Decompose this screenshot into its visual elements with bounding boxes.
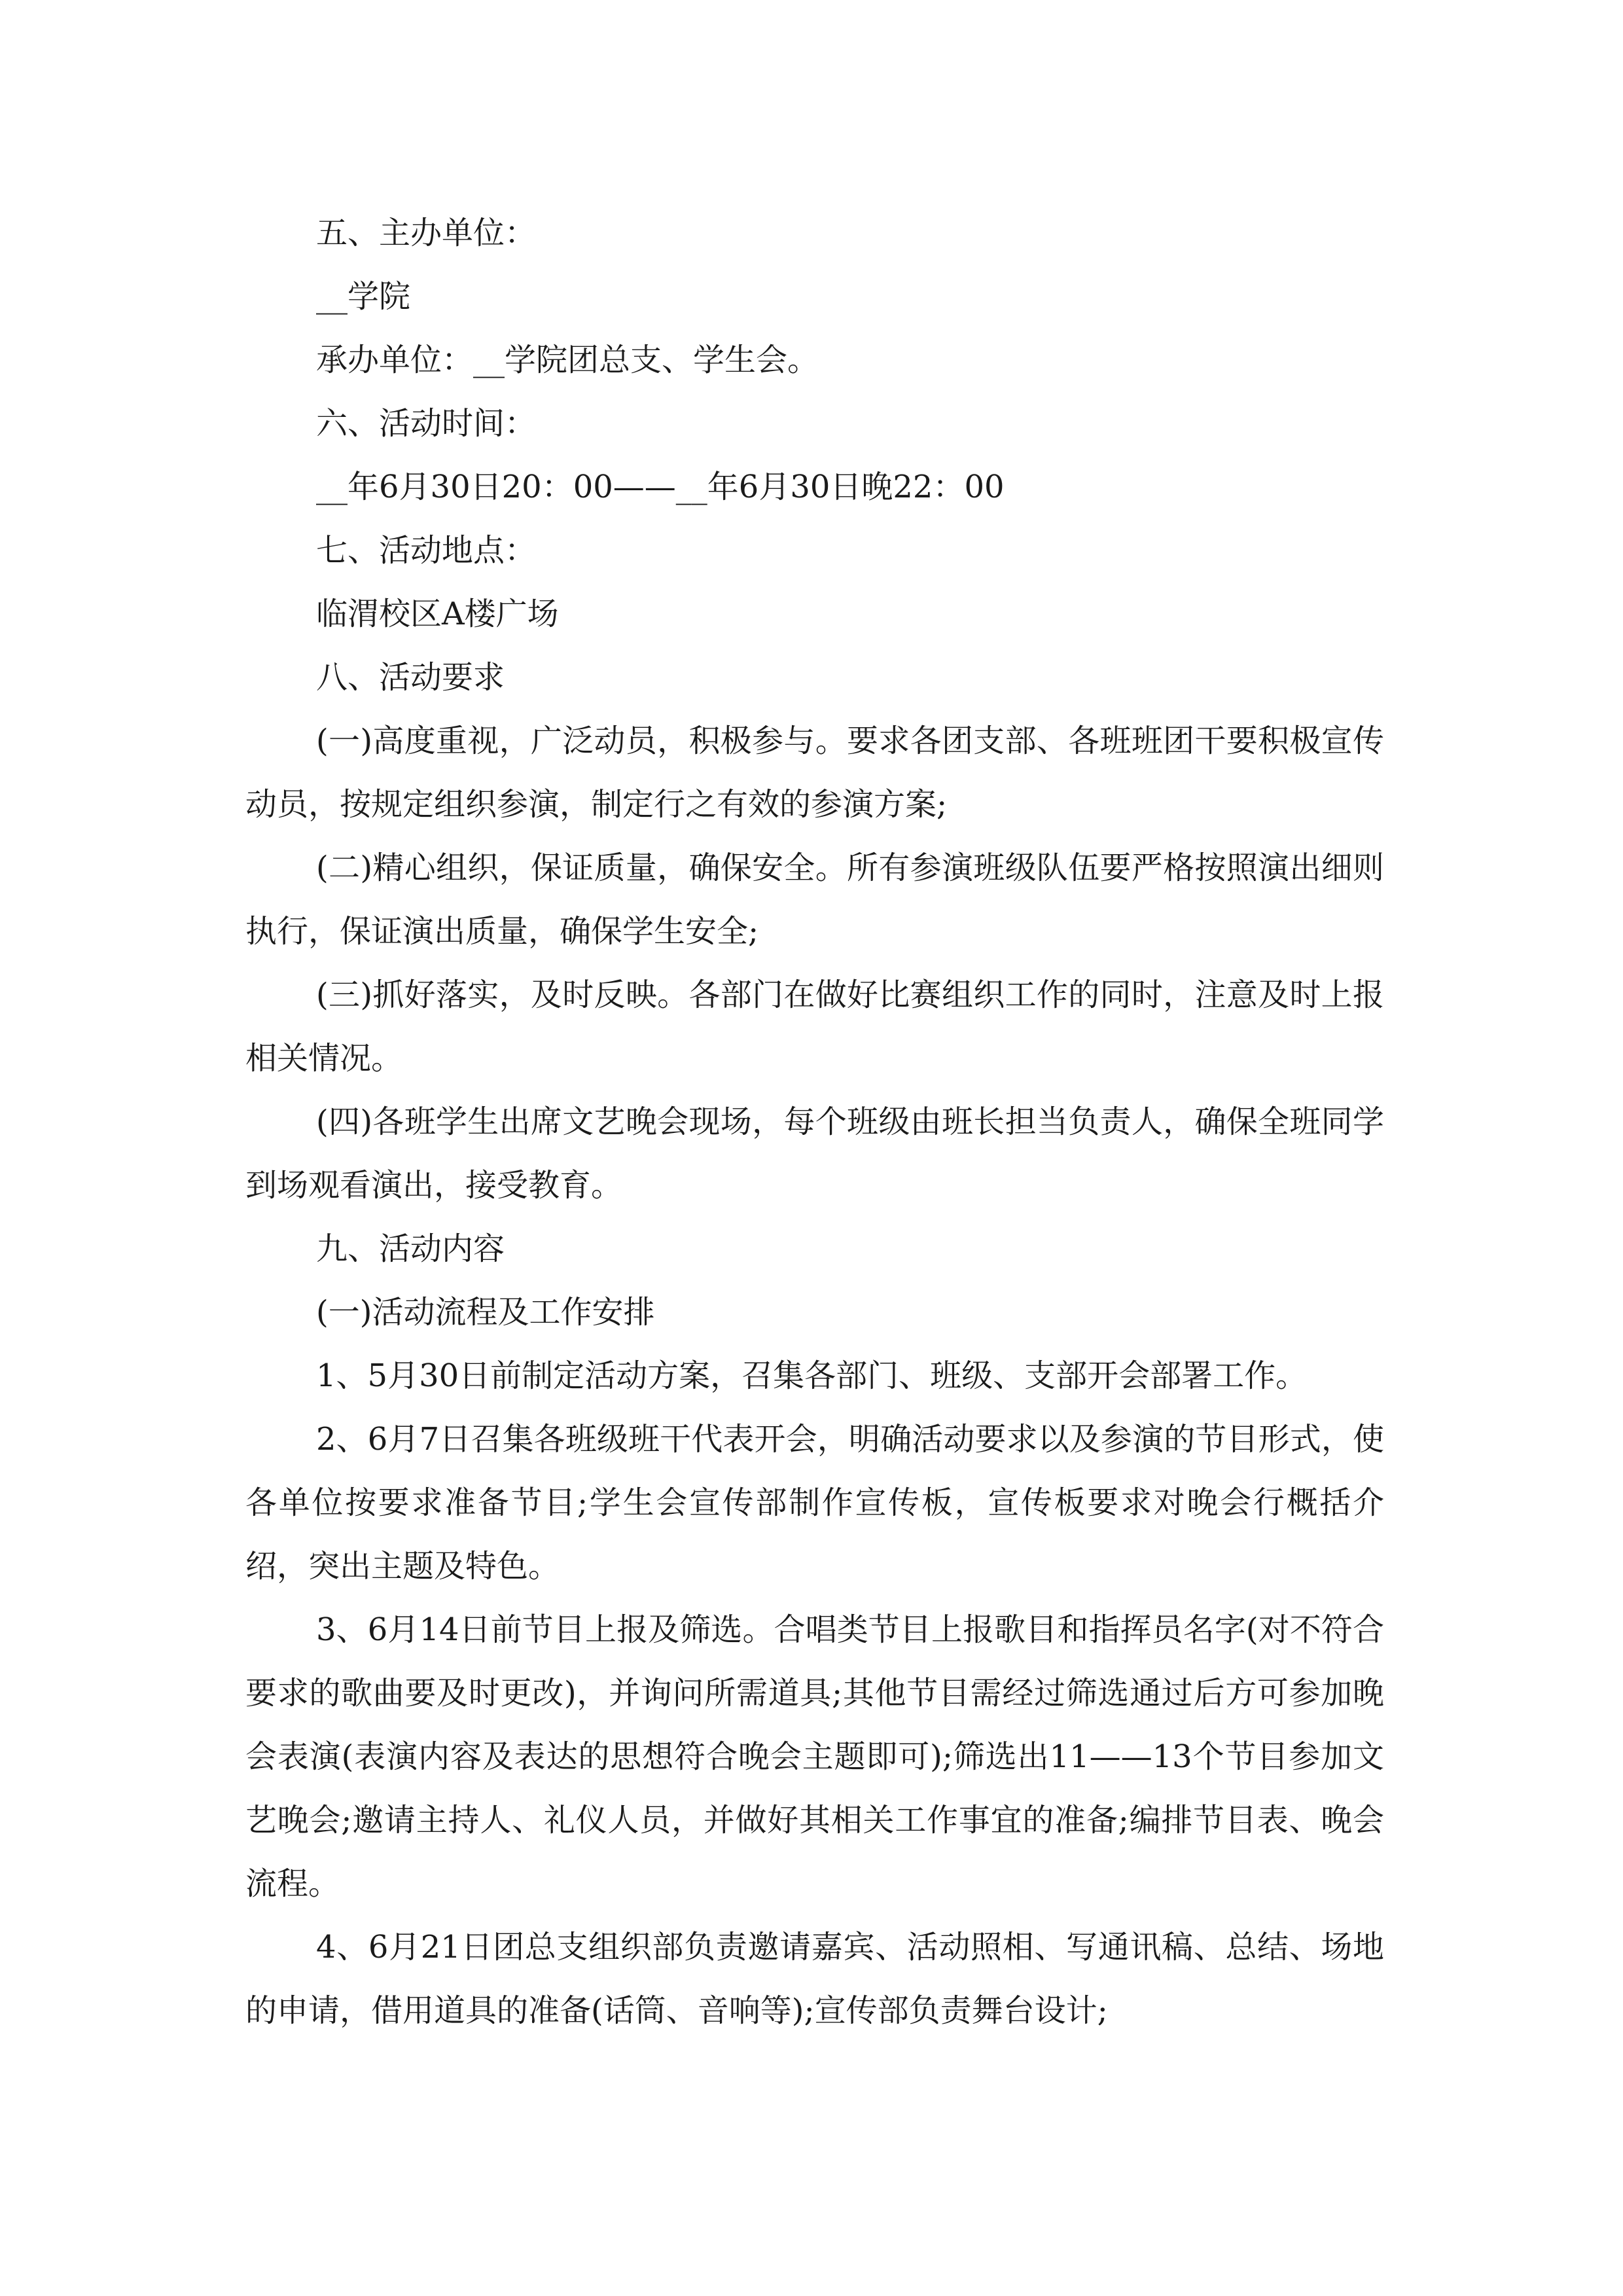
section-heading-location: 七、活动地点：	[316, 532, 537, 569]
requirement-paragraph: (四)各班学生出席文艺晚会现场，每个班级由班长担当负责人，确保全班同学到场观看演出，接受教育。	[245, 1103, 1384, 1204]
section-heading-time: 六、活动时间：	[316, 405, 537, 442]
document-body	[245, 202, 1384, 2043]
section-heading-content: 九、活动内容	[316, 1230, 505, 1267]
workflow-paragraph: 2、6月7日召集各班级班干代表开会，明确活动要求以及参演的节目形式，使各单位按要求准备节目;学生会宣传部制作宣传板，宣传板要求对晚会行概括介绍，突出主题及特色。	[245, 1421, 1384, 1585]
workflow-paragraph: 3、6月14日前节目上报及筛选。合唱类节目上报歌目和指挥员名字(对不符合要求的歌曲要及时更改)，并询问所需道具;其他节目需经过筛选通过后方可参加晚会表演(表演内容及表达的思想符合晚会主题即可);筛选出11——13个节目参加文艺晚会;邀请主持人、礼仪人员，并做好其相关工作事宜的准备;编排节目表、晚会流程。	[245, 1611, 1384, 1902]
section-heading-organizer: 五、主办单位：	[316, 215, 537, 251]
requirement-paragraph: (二)精心组织，保证质量，确保安全。所有参演班级队伍要严格按照演出细则执行，保证演出质量，确保学生安全;	[245, 850, 1384, 950]
workflow-paragraph: 1、5月30日前制定活动方案，召集各部门、班级、支部开会部署工作。	[316, 1357, 1308, 1394]
subsection-heading-workflow: (一)活动流程及工作安排	[316, 1294, 655, 1331]
event-location: 临渭校区A楼广场	[316, 596, 559, 632]
co-organizer: 承办单位：__学院团总支、学生会。	[316, 342, 819, 378]
event-time: __年6月30日20：00——__年6月30日晚22：00	[316, 469, 1005, 505]
requirement-paragraph: (三)抓好落实，及时反映。各部门在做好比赛组织工作的同时，注意及时上报相关情况。	[245, 977, 1384, 1077]
requirement-paragraph: (一)高度重视，广泛动员，积极参与。要求各团支部、各班班团干要积极宣传动员，按规定组织参演，制定行之有效的参演方案;	[245, 723, 1384, 823]
workflow-paragraph: 4、6月21日团总支组织部负责邀请嘉宾、活动照相、写通讯稿、总结、场地的申请，借用道具的准备(话筒、音响等);宣传部负责舞台设计;	[245, 1929, 1384, 2029]
organizer-name: __学院	[316, 278, 411, 315]
section-heading-requirements: 八、活动要求	[316, 659, 505, 696]
